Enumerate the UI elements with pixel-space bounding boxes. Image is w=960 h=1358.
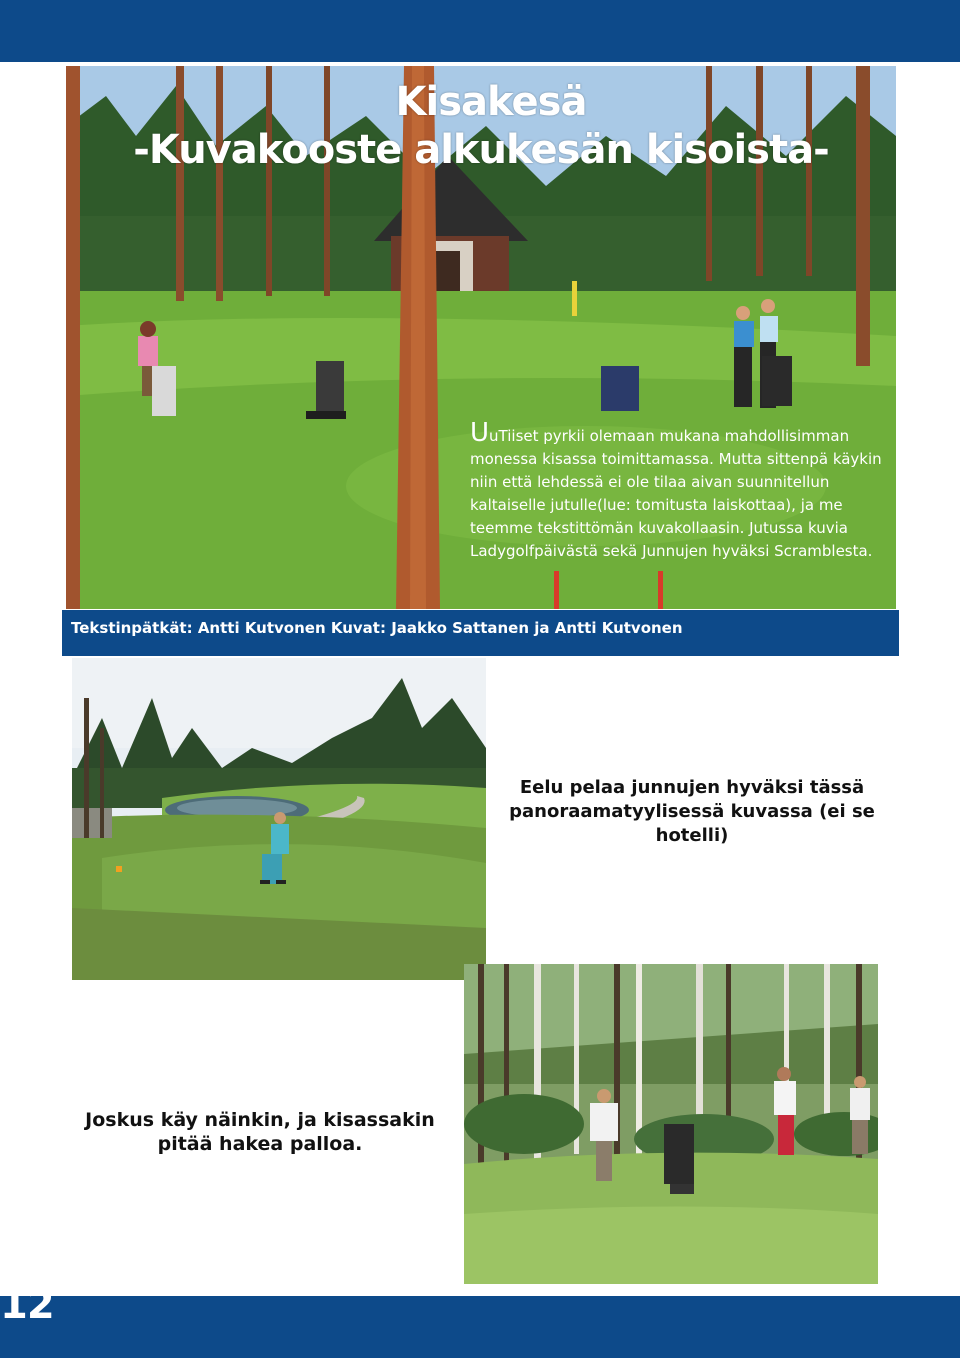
page-number: 12 [0, 1282, 54, 1328]
intro-text: uTiiset pyrkii olemaan mukana mahdollisimman monessa kisassa toimittamassa. Mutta sittenpä käykin niin että lehdessä ei ole tilaa aivan suunnitellun kaltaiselle jutulle(lue: tomitusta laiskottaa), ja me teemme tekstittömän kuvakollaasin. Jutussa kuvia Ladygolfpäivästä sekä Junnujen hyväksi Scramblesta. [470, 427, 882, 560]
intro-dropcap: U [470, 418, 490, 448]
intro-paragraph [470, 418, 895, 563]
title-line-2: -Kuvakooste alkukesän kisoista- [133, 127, 829, 173]
photo-junior-tee-shot [72, 658, 486, 980]
bottom-footer-bar [0, 1296, 960, 1358]
caption-ball-search-photo: Joskus käy näinkin, ja kisassakin pitää hakea palloa. [85, 1109, 435, 1155]
title-line-1: Kisakesä [395, 79, 587, 125]
credits-bar: Tekstinpätkät: Antti Kutvonen Kuvat: Jaakko Sattanen ja Antti Kutvonen [62, 610, 899, 656]
photo-ball-search [464, 964, 878, 1284]
page-title [66, 78, 896, 174]
caption-junior-photo: Eelu pelaa junnujen hyväksi tässä panoraamatyylisessä kuvassa (ei se hotelli) [509, 777, 875, 846]
top-header-bar [0, 0, 960, 62]
